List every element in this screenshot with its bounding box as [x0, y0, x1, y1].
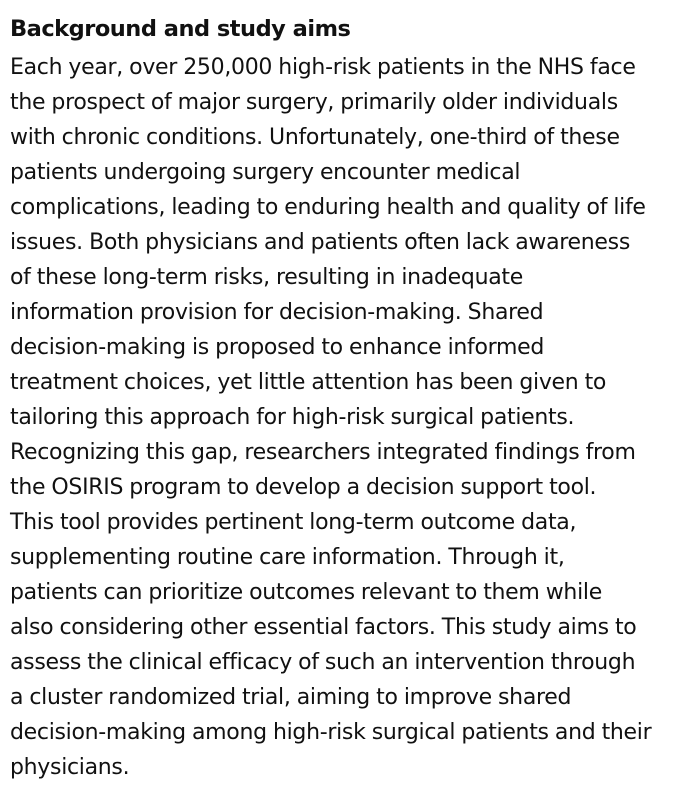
body-paragraph — [10, 50, 692, 785]
body-line: This tool provides pertinent long-term outcome data, — [10, 510, 577, 535]
body-line: assess the clinical efficacy of such an intervention through — [10, 650, 636, 675]
body-line: the OSIRIS program to develop a decision support tool. — [10, 475, 597, 500]
body-line: tailoring this approach for high-risk surgical patients. — [10, 405, 575, 430]
body-line: patients can prioritize outcomes relevant to them while — [10, 580, 602, 605]
body-line: the prospect of major surgery, primarily older individuals — [10, 90, 618, 115]
body-line: information provision for decision-making. Shared — [10, 300, 544, 325]
body-line: treatment choices, yet little attention has been given to — [10, 370, 607, 395]
body-line: of these long-term risks, resulting in inadequate — [10, 265, 523, 290]
document-page — [10, 14, 692, 785]
section-heading: Background and study aims — [10, 16, 351, 42]
body-line: physicians. — [10, 755, 130, 780]
body-line: decision-making is proposed to enhance informed — [10, 335, 545, 360]
body-line: Each year, over 250,000 high-risk patients in the NHS face — [10, 55, 636, 80]
body-line: issues. Both physicians and patients often lack awareness — [10, 230, 630, 255]
body-line: a cluster randomized trial, aiming to improve shared — [10, 685, 572, 710]
body-line: decision-making among high-risk surgical patients and their — [10, 720, 652, 745]
body-line: Recognizing this gap, researchers integrated findings from — [10, 440, 636, 465]
body-line: complications, leading to enduring health and quality of life — [10, 195, 646, 220]
body-line: supplementing routine care information. Through it, — [10, 545, 565, 570]
body-line: with chronic conditions. Unfortunately, one-third of these — [10, 125, 620, 150]
body-line: patients undergoing surgery encounter medical — [10, 160, 521, 185]
body-line: also considering other essential factors. This study aims to — [10, 615, 637, 640]
